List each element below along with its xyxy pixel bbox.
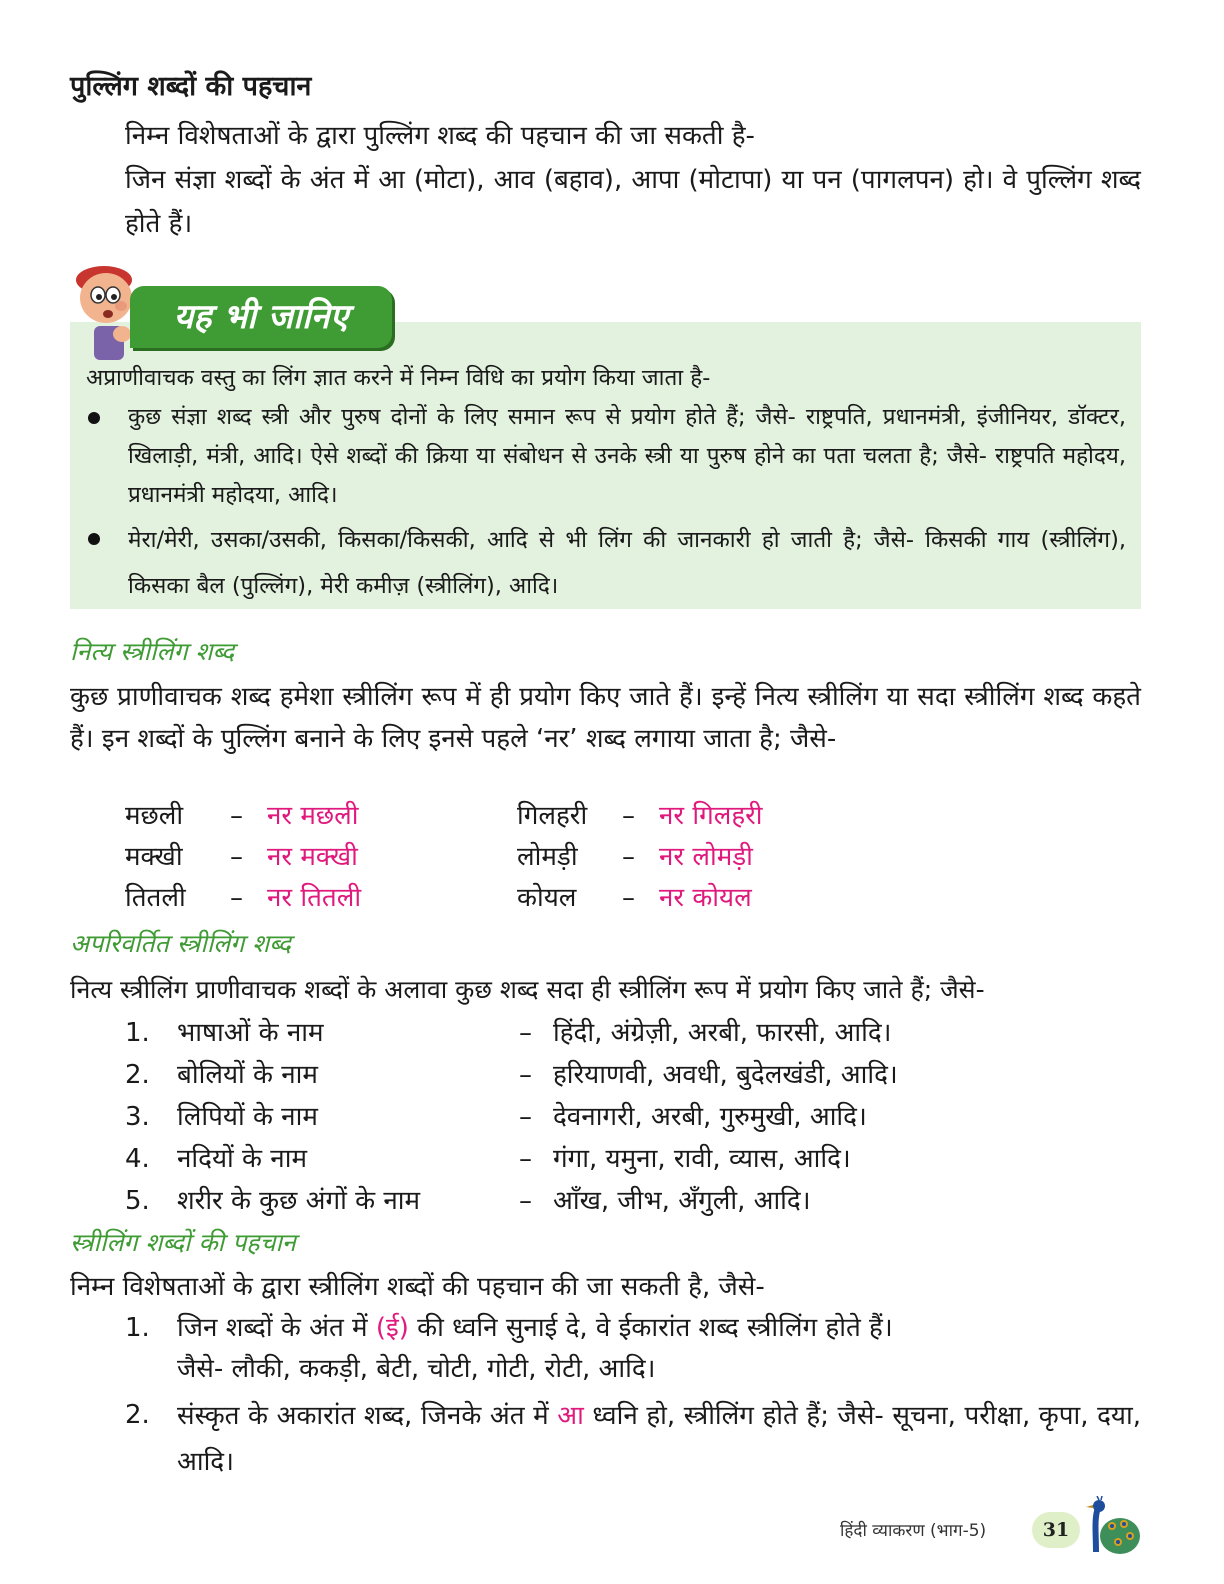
dash: – xyxy=(622,801,635,831)
item-number: 2. xyxy=(125,1400,150,1430)
item-number: 5. xyxy=(125,1186,150,1216)
section4-item2 xyxy=(177,1393,1141,1485)
dash: – xyxy=(519,1102,532,1132)
word: लोमड़ी xyxy=(517,842,578,872)
dash: – xyxy=(230,801,243,831)
dash: – xyxy=(519,1186,532,1216)
item-examples: देवनागरी, अरबी, गुरुमुखी, आदि। xyxy=(553,1102,867,1132)
banner-yah-bhi-janiye xyxy=(130,286,392,348)
item-number: 2. xyxy=(125,1060,150,1090)
banner-text: यह भी जानिए xyxy=(173,297,349,337)
info-bullet-1: कुछ संज्ञा शब्द स्त्री और पुरुष दोनों के लिए समान रूप से प्रयोग होते हैं; जैसे- राष्ट्रपति, प्रधानमंत्री, इंजीनियर, डॉक्टर, खिलाड़ी, मंत्री, आदि। ऐसे शब्दों की क्रिया या संबोधन से उनके स्त्री या पुरुष होने का पता चलता है; जैसे- राष्ट्रपति महोदय, प्रधानमंत्री महोदया, आदि। xyxy=(128,404,1126,508)
word: गिलहरी xyxy=(517,801,588,831)
section1-line2: जिन संज्ञा शब्दों के अंत में आ (मोटा), आव (बहाव), आपा (मोटापा) या पन (पागलपन) हो। वे पुल्लिंग शब्द होते हैं। xyxy=(125,165,1141,239)
dash: – xyxy=(519,1144,532,1174)
peacock-icon xyxy=(1082,1496,1142,1560)
heading-pulling-pehchan: पुल्लिंग शब्दों की पहचान xyxy=(70,71,312,102)
pair-row xyxy=(125,837,825,878)
item-examples: आँख, जीभ, अँगुली, आदि। xyxy=(553,1186,811,1216)
list-item xyxy=(125,1139,1025,1181)
info-bullet-2: मेरा/मेरी, उसका/उसकी, किसका/किसकी, आदि से भी लिंग की जानकारी हो जाती है; जैसे- किसकी गाय (स्त्रीलिंग), किसका बैल (पुल्लिंग), मेरी कमीज़ (स्त्रीलिंग), आदि। xyxy=(128,527,1126,599)
item-label: शरीर के कुछ अंगों के नाम xyxy=(177,1186,421,1216)
word: मछली xyxy=(125,801,184,831)
dash: – xyxy=(230,842,243,872)
word: तितली xyxy=(125,883,186,913)
male-form: नर गिलहरी xyxy=(659,801,763,831)
list-item xyxy=(125,1013,1025,1055)
item1-text-start: जिन शब्दों के अंत में xyxy=(177,1313,376,1343)
section3-para: नित्य स्त्रीलिंग प्राणीवाचक शब्दों के अलावा कुछ शब्द सदा ही स्त्रीलिंग रूप में प्रयोग किए जाते हैं; जैसे- xyxy=(70,975,985,1004)
item-number: 3. xyxy=(125,1102,150,1132)
male-form: नर लोमड़ी xyxy=(659,842,753,872)
item-number: 1. xyxy=(125,1313,150,1343)
striling-list xyxy=(125,1013,1025,1223)
list-item xyxy=(125,1181,1025,1223)
dash: – xyxy=(622,883,635,913)
section4-para: निम्न विशेषताओं के द्वारा स्त्रीलिंग शब्दों की पहचान की जा सकती है, जैसे- xyxy=(70,1272,765,1302)
male-form: नर मछली xyxy=(267,801,359,831)
dash: – xyxy=(519,1018,532,1048)
item-label: भाषाओं के नाम xyxy=(177,1018,324,1048)
item1-highlight: (ई) xyxy=(375,1313,409,1343)
item-number: 1. xyxy=(125,1018,150,1048)
item-number: 4. xyxy=(125,1144,150,1174)
pairs-table xyxy=(125,796,825,919)
heading-aparivartit-striling: अपरिवर्तित स्त्रीलिंग शब्द xyxy=(70,929,291,958)
bullet-dot-icon xyxy=(88,533,100,545)
list-item xyxy=(125,1055,1025,1097)
page-number: 31 xyxy=(1032,1512,1080,1548)
male-form: नर कोयल xyxy=(659,883,752,913)
dash: – xyxy=(519,1060,532,1090)
list-item xyxy=(125,1097,1025,1139)
section4-item1 xyxy=(177,1306,1137,1350)
item2-highlight: आ xyxy=(557,1401,584,1431)
section4-item1-examples: जैसे- लौकी, ककड़ी, बेटी, चोटी, गोटी, रोटी, आदि। xyxy=(177,1354,656,1384)
word: मक्खी xyxy=(125,842,183,872)
section2-para: कुछ प्राणीवाचक शब्द हमेशा स्त्रीलिंग रूप में ही प्रयोग किए जाते हैं। इन्हें नित्य स्त्रीलिंग या सदा स्त्रीलिंग शब्द कहते हैं। इन शब्दों के पुल्लिंग बनाने के लिए इनसे पहले ‘नर’ शब्द लगाया जाता है; जैसे- xyxy=(70,682,1141,754)
item-examples: हिंदी, अंग्रेज़ी, अरबी, फारसी, आदि। xyxy=(553,1018,892,1048)
male-form: नर मक्खी xyxy=(267,842,358,872)
info-intro: अप्राणीवाचक वस्तु का लिंग ज्ञात करने में निम्न विधि का प्रयोग किया जाता है- xyxy=(86,365,711,391)
item-label: नदियों के नाम xyxy=(177,1144,307,1174)
item-examples: हरियाणवी, अवधी, बुदेलखंडी, आदि। xyxy=(553,1060,898,1090)
word: कोयल xyxy=(517,883,577,913)
male-form: नर तितली xyxy=(267,883,362,913)
bullet-dot-icon xyxy=(88,412,100,424)
footer-book-title: हिंदी व्याकरण (भाग-5) xyxy=(840,1521,987,1541)
item-label: बोलियों के नाम xyxy=(177,1060,318,1090)
heading-nitya-striling: नित्य स्त्रीलिंग शब्द xyxy=(70,637,235,666)
item1-text-end: की ध्वनि सुनाई दे, वे ईकारांत शब्द स्त्रीलिंग होते हैं। xyxy=(408,1313,893,1343)
dash: – xyxy=(622,842,635,872)
section1-line1: निम्न विशेषताओं के द्वारा पुल्लिंग शब्द की पहचान की जा सकती है- xyxy=(125,121,755,151)
item2-text-end: ध्वनि हो, स्त्रीलिंग होते हैं; जैसे- सूचना, परीक्षा, कृपा, दया, आदि। xyxy=(177,1401,1141,1477)
item-label: लिपियों के नाम xyxy=(177,1102,318,1132)
dash: – xyxy=(230,883,243,913)
pair-row xyxy=(125,878,825,919)
item-examples: गंगा, यमुना, रावी, व्यास, आदि। xyxy=(553,1144,851,1174)
item2-text-start: संस्कृत के अकारांत शब्द, जिनके अंत में xyxy=(177,1401,558,1431)
heading-striling-pehchan: स्त्रीलिंग शब्दों की पहचान xyxy=(70,1228,296,1257)
pair-row xyxy=(125,796,825,837)
